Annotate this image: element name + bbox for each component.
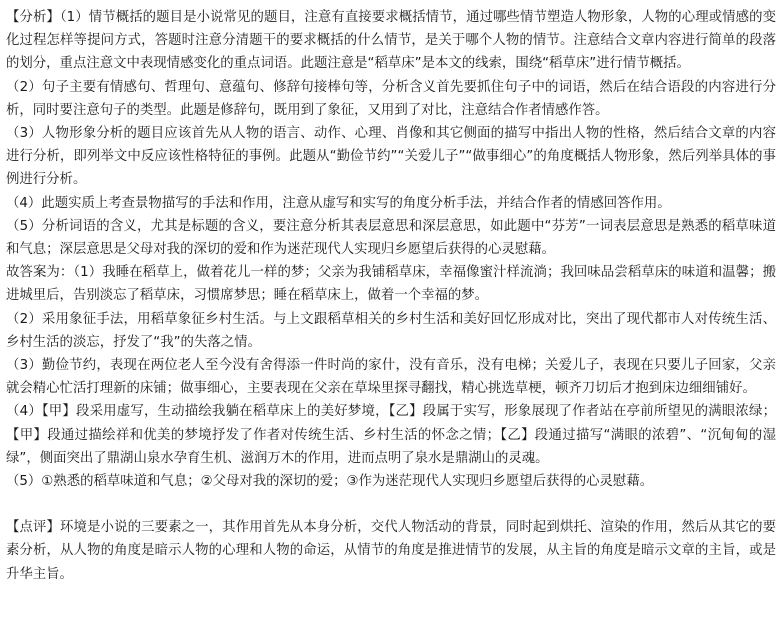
analysis-intro: 【分析】（1）情节概括的题目是小说常见的题目，注意有直接要求概括情节，通过哪些情节塑造人物形象，人物的心理或情感的变化过程怎样等提问方式，答题时注意分清题干的要求概括的什么情节，是关于哪个人物的情节。注意结合文章内容进行简单的段落的划分，重点注意文中表现情感变化的重点词语。此题注意是“稻草床”是本文的线索，围绕“稻草床”进行情节概括。 xyxy=(6,10,776,72)
analysis-item-4: （4）此题实质上考查景物描写的手法和作用，注意从虚写和实写的角度分析手法，并结合作者的情感回答作用。 xyxy=(6,195,671,211)
answer-item-3: （3）勤俭节约，表现在两位老人至今没有舍得添一件时尚的家什，没有音乐，没有电梯；关爱儿子，表现在只要儿子回家，父亲就会精心忙活打理新的床铺；做事细心，主要表现在父亲在草垛里探寻翻找，精心挑选草梗，顿齐刀切后才抱到床边细细铺好。 xyxy=(6,358,776,397)
answer-item-1: 故答案为：（1）我睡在稻草上，做着花儿一样的梦；父亲为我铺稻草床，幸福像蜜汁样流淌；我回味品尝稻草床的味道和温馨；搬进城里后，告别淡忘了稻草床，习惯席梦思；睡在稻草床上，做着一个幸福的梦。 xyxy=(6,265,776,304)
answer-item-2: （2）采用象征手法，用稻草象征乡村生活。与上文跟稻草相关的乡村生活和美好回忆形成对比，突出了现代都市人对传统生活、乡村生活的淡忘，抒发了“我”的失落之情。 xyxy=(6,311,776,350)
section-gap xyxy=(6,493,776,516)
analysis-item-5: （5）分析词语的含义，尤其是标题的含义，要注意分析其表层意思和深层意思，如此题中“芬芳”一词表层意思是熟悉的稻草味道和气息；深层意思是父母对我的深切的爱和作为迷茫现代人实现归乡愿望后获得的心灵慰藉。 xyxy=(6,218,776,258)
answer-item-4: （4）【甲】段采用虚写，生动描绘我躺在稻草床上的美好梦境，【乙】段属于实写，形象展现了作者站在亭前所望见的满眼浓绿；【甲】段通过描绘祥和优美的梦境抒发了作者对传统生活、乡村生活的怀念之情；【乙】段通过描写“满眼的浓碧”、“沉甸甸的湿绿”，侧面突出了鼎湖山泉水孕育生机、滋润万木的作用，进而点明了泉水是鼎湖山的灵魂。 xyxy=(6,404,776,466)
analysis-item-2: （2）句子主要有情感句、哲理句、意蕴句、修辞句接棒句等，分析含义首先要抓住句子中的词语，然后在结合语段的内容进行分析，同时要注意句子的类型。此题是修辞句，既用到了象征，又用到了对比，注意结合作者情感作答。 xyxy=(6,79,776,118)
comment-paragraph: 【点评】环境是小说的三要素之一，其作用首先从本身分析，交代人物活动的背景，同时起到烘托、渲染的作用，然后从其它的要素分析，从人物的角度是暗示人物的心理和人物的命运，从情节的角度是推进情节的发展，从主旨的角度是暗示文章的主旨，或是升华主旨。 xyxy=(6,520,776,582)
analysis-item-3: （3）人物形象分析的题目应该首先从人物的语言、动作、心理、肖像和其它侧面的描写中指出人物的性格，然后结合文章的内容进行分析，即列举文中反应该性格特征的事例。此题从“勤俭节约”“关爱儿子”“做事细心”的角度概括人物形象，然后列举具体的事例进行分析。 xyxy=(6,126,776,188)
answer-item-5: （5）①熟悉的稻草味道和气息；②父母对我的深切的爱；③作为迷茫现代人实现归乡愿望后获得的心灵慰藉。 xyxy=(6,474,654,490)
